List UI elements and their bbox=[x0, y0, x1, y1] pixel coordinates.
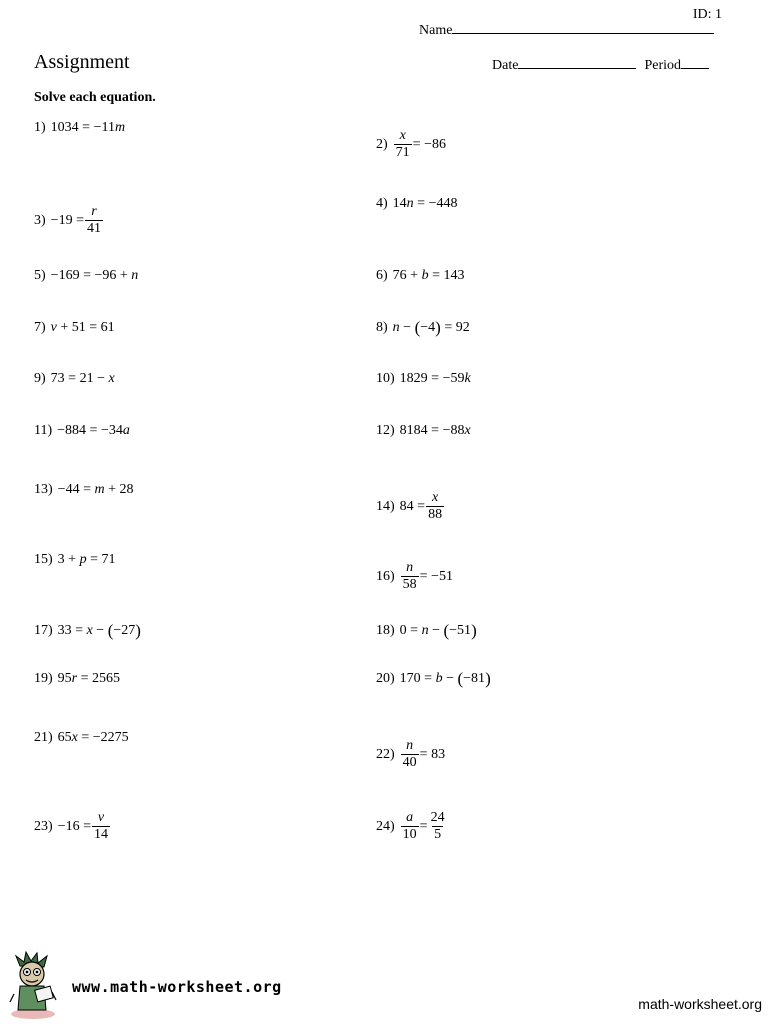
equation-paren: ( bbox=[443, 621, 450, 640]
problem-item bbox=[34, 423, 130, 439]
equation-variable: x bbox=[108, 371, 115, 386]
equation bbox=[400, 490, 445, 523]
equation-text: −44 = bbox=[57, 482, 95, 497]
name-label: Name bbox=[419, 23, 453, 38]
fraction-numerator bbox=[430, 490, 440, 506]
equation-text: + 51 = 61 bbox=[56, 320, 115, 335]
equation-text: = 143 bbox=[428, 268, 465, 283]
equation-variable: r bbox=[91, 204, 97, 219]
equation bbox=[51, 371, 115, 387]
problem-number: 9) bbox=[34, 371, 46, 386]
equation-variable: p bbox=[79, 552, 87, 567]
problem-item bbox=[376, 320, 470, 336]
problem-number: 23) bbox=[34, 818, 53, 834]
problem-number: 19) bbox=[34, 671, 53, 686]
equation-text: 5 bbox=[434, 827, 442, 842]
fraction-denominator bbox=[92, 826, 110, 843]
equation-variable: n bbox=[421, 623, 429, 638]
equation-text: − bbox=[399, 320, 415, 335]
equation-text: 73 = 21 − bbox=[50, 371, 109, 386]
equation-text: −19 = bbox=[50, 212, 84, 228]
fraction-numerator bbox=[404, 560, 415, 576]
equation-text: = 2565 bbox=[77, 671, 121, 686]
problem-number: 2) bbox=[376, 136, 388, 152]
equation-variable: x bbox=[399, 128, 406, 143]
equation-text: −51 bbox=[449, 623, 472, 638]
footer-logo-text: www.math-worksheet.org bbox=[72, 978, 282, 996]
equation-text: 76 + bbox=[392, 268, 422, 283]
equation-variable: n bbox=[406, 738, 414, 753]
problem-item bbox=[376, 810, 448, 843]
equation-variable: x bbox=[71, 730, 78, 745]
equation-text: = −2275 bbox=[77, 730, 129, 745]
equation-text: 3 + bbox=[57, 552, 80, 567]
problem-item bbox=[376, 196, 457, 212]
problem-item bbox=[34, 482, 134, 498]
problem-number: 10) bbox=[376, 371, 395, 386]
equation-paren: ( bbox=[457, 669, 464, 688]
equation-paren: ) bbox=[135, 621, 141, 640]
problem-number: 22) bbox=[376, 746, 395, 762]
problem-item bbox=[34, 371, 115, 387]
equation-text: 170 = bbox=[399, 671, 436, 686]
problem-item bbox=[376, 490, 445, 523]
fraction bbox=[401, 810, 419, 843]
equation bbox=[400, 371, 471, 387]
equation bbox=[58, 623, 141, 639]
equation bbox=[393, 268, 465, 284]
fraction-numerator bbox=[429, 810, 447, 826]
problem-number: 15) bbox=[34, 552, 53, 567]
problem-item bbox=[34, 268, 138, 284]
equation-text: = −51 bbox=[419, 568, 453, 584]
equation-text: 41 bbox=[86, 221, 101, 236]
equation-text: − bbox=[442, 671, 458, 686]
equation bbox=[51, 320, 115, 336]
fraction bbox=[85, 204, 103, 237]
equation-variable: n bbox=[392, 320, 400, 335]
equation-text: 1829 = −59 bbox=[399, 371, 465, 386]
equation-variable: a bbox=[406, 810, 414, 825]
problem-number: 8) bbox=[376, 320, 388, 335]
equation-text: 65 bbox=[57, 730, 72, 745]
equation-text: 24 bbox=[430, 810, 445, 825]
equation-text: + 28 bbox=[104, 482, 134, 497]
equation-text: −4 bbox=[420, 320, 436, 335]
equation-text: 1034 = −11 bbox=[50, 120, 115, 135]
name-blank bbox=[452, 21, 714, 34]
equation-text: 40 bbox=[402, 755, 417, 770]
problem-item bbox=[376, 268, 464, 284]
problem-item bbox=[34, 671, 120, 687]
problem-item bbox=[34, 120, 125, 136]
fraction-numerator bbox=[404, 810, 415, 826]
equation-paren: ) bbox=[435, 318, 441, 337]
equation bbox=[51, 204, 104, 237]
equation bbox=[58, 810, 111, 843]
equation-paren: ) bbox=[471, 621, 477, 640]
fraction bbox=[401, 738, 419, 771]
equation-variable: b bbox=[435, 671, 443, 686]
equation bbox=[400, 560, 453, 593]
problem-number: 16) bbox=[376, 568, 395, 584]
fraction bbox=[426, 490, 444, 523]
fraction-denominator bbox=[401, 754, 419, 771]
fraction bbox=[92, 810, 110, 843]
equation-text: = 83 bbox=[419, 746, 446, 762]
equation-text: −81 bbox=[463, 671, 486, 686]
equation-text: − bbox=[428, 623, 444, 638]
problem-item bbox=[376, 371, 471, 387]
problem-item bbox=[34, 320, 115, 336]
problem-item bbox=[34, 730, 129, 746]
problem-number: 1) bbox=[34, 120, 46, 135]
fraction-numerator bbox=[404, 738, 415, 754]
problem-item bbox=[34, 810, 111, 843]
equation-text: 14 bbox=[392, 196, 407, 211]
equation-text: −884 = −34 bbox=[57, 423, 123, 438]
equation-variable: r bbox=[71, 671, 78, 686]
problem-number: 24) bbox=[376, 818, 395, 834]
equation-text: 0 = bbox=[399, 623, 422, 638]
equation-text: = bbox=[419, 818, 428, 834]
fraction-numerator bbox=[89, 204, 98, 220]
equation-text: 10 bbox=[402, 827, 417, 842]
problem-number: 13) bbox=[34, 482, 53, 497]
equation-paren: ( bbox=[414, 318, 421, 337]
equation-variable: a bbox=[122, 423, 130, 438]
equation-variable: k bbox=[464, 371, 471, 386]
equation-variable: x bbox=[86, 623, 93, 638]
equation bbox=[393, 320, 470, 336]
problem-item bbox=[376, 738, 445, 771]
fraction-denominator bbox=[401, 826, 419, 843]
equation bbox=[393, 196, 458, 212]
equation bbox=[400, 423, 471, 439]
problem-item bbox=[376, 671, 491, 687]
period-label: Period bbox=[644, 58, 681, 73]
fraction bbox=[394, 128, 412, 161]
fraction bbox=[401, 560, 419, 593]
date-label: Date bbox=[492, 58, 519, 73]
equation-variable: n bbox=[406, 196, 414, 211]
problem-item bbox=[376, 423, 471, 439]
equation-variable: b bbox=[421, 268, 429, 283]
equation bbox=[57, 423, 130, 439]
equation-text: − bbox=[92, 623, 108, 638]
equation bbox=[400, 671, 491, 687]
fraction-denominator bbox=[394, 144, 412, 161]
page-title: Assignment bbox=[34, 51, 130, 73]
fraction-numerator bbox=[96, 810, 106, 826]
equation-text: −16 = bbox=[57, 818, 91, 834]
problem-number: 12) bbox=[376, 423, 395, 438]
equation-variable: m bbox=[94, 482, 105, 497]
problem-number: 11) bbox=[34, 423, 53, 438]
cartoon-student-icon bbox=[6, 950, 60, 1020]
problem-item bbox=[376, 128, 446, 161]
equation bbox=[393, 128, 446, 161]
equation bbox=[58, 482, 134, 498]
equation-text: 88 bbox=[428, 507, 443, 522]
period-blank bbox=[681, 56, 709, 69]
problem-item bbox=[376, 623, 477, 639]
equation bbox=[51, 120, 125, 136]
equation-variable: v bbox=[97, 810, 105, 825]
fraction-numerator bbox=[398, 128, 408, 144]
problem-number: 21) bbox=[34, 730, 53, 745]
fraction bbox=[429, 810, 447, 843]
problem-number: 5) bbox=[34, 268, 46, 283]
equation-text: = −86 bbox=[412, 136, 446, 152]
equation-text: −27 bbox=[113, 623, 136, 638]
equation-text: 95 bbox=[57, 671, 72, 686]
equation-variable: v bbox=[50, 320, 57, 335]
problem-item bbox=[34, 552, 115, 568]
equation-text: 14 bbox=[93, 827, 108, 842]
equation-text: 84 = bbox=[399, 498, 426, 514]
equation bbox=[400, 623, 477, 639]
problem-number: 17) bbox=[34, 623, 53, 638]
footer-site-label: math-worksheet.org bbox=[638, 996, 762, 1012]
problem-number: 6) bbox=[376, 268, 388, 283]
equation-text: = −448 bbox=[413, 196, 458, 211]
instructions: Solve each equation. bbox=[34, 90, 156, 105]
equation-variable: x bbox=[464, 423, 471, 438]
equation bbox=[58, 552, 116, 568]
fraction-denominator bbox=[85, 220, 103, 237]
equation-text: −169 = −96 + bbox=[50, 268, 132, 283]
equation bbox=[58, 730, 129, 746]
equation-variable: x bbox=[431, 490, 439, 505]
equation bbox=[58, 671, 120, 687]
equation-variable: m bbox=[114, 120, 126, 135]
equation-variable: n bbox=[131, 268, 139, 283]
equation-text: 33 = bbox=[57, 623, 87, 638]
equation-paren: ) bbox=[485, 669, 491, 688]
name-field bbox=[419, 21, 714, 39]
equation-text: 8184 = −88 bbox=[399, 423, 465, 438]
fraction-denominator bbox=[426, 506, 444, 523]
equation-paren: ( bbox=[107, 621, 114, 640]
equation-text: = 71 bbox=[86, 552, 116, 567]
problem-number: 20) bbox=[376, 671, 395, 686]
problem-item bbox=[34, 204, 104, 237]
fraction-denominator bbox=[401, 576, 419, 593]
problem-item bbox=[34, 623, 141, 639]
problem-number: 18) bbox=[376, 623, 395, 638]
problem-number: 14) bbox=[376, 498, 395, 514]
equation bbox=[51, 268, 139, 284]
date-period-fields bbox=[492, 56, 709, 74]
problem-number: 3) bbox=[34, 212, 46, 228]
equation-text: = 92 bbox=[440, 320, 470, 335]
problem-number: 4) bbox=[376, 196, 388, 211]
equation-text: 58 bbox=[402, 577, 417, 592]
equation bbox=[400, 738, 445, 771]
problem-number: 7) bbox=[34, 320, 46, 335]
fraction-denominator bbox=[432, 826, 443, 843]
equation bbox=[400, 810, 448, 843]
equation-text: 71 bbox=[395, 145, 410, 160]
equation-variable: n bbox=[406, 560, 414, 575]
date-blank bbox=[518, 56, 636, 69]
id-label: ID: 1 bbox=[692, 7, 722, 22]
problem-item bbox=[376, 560, 453, 593]
